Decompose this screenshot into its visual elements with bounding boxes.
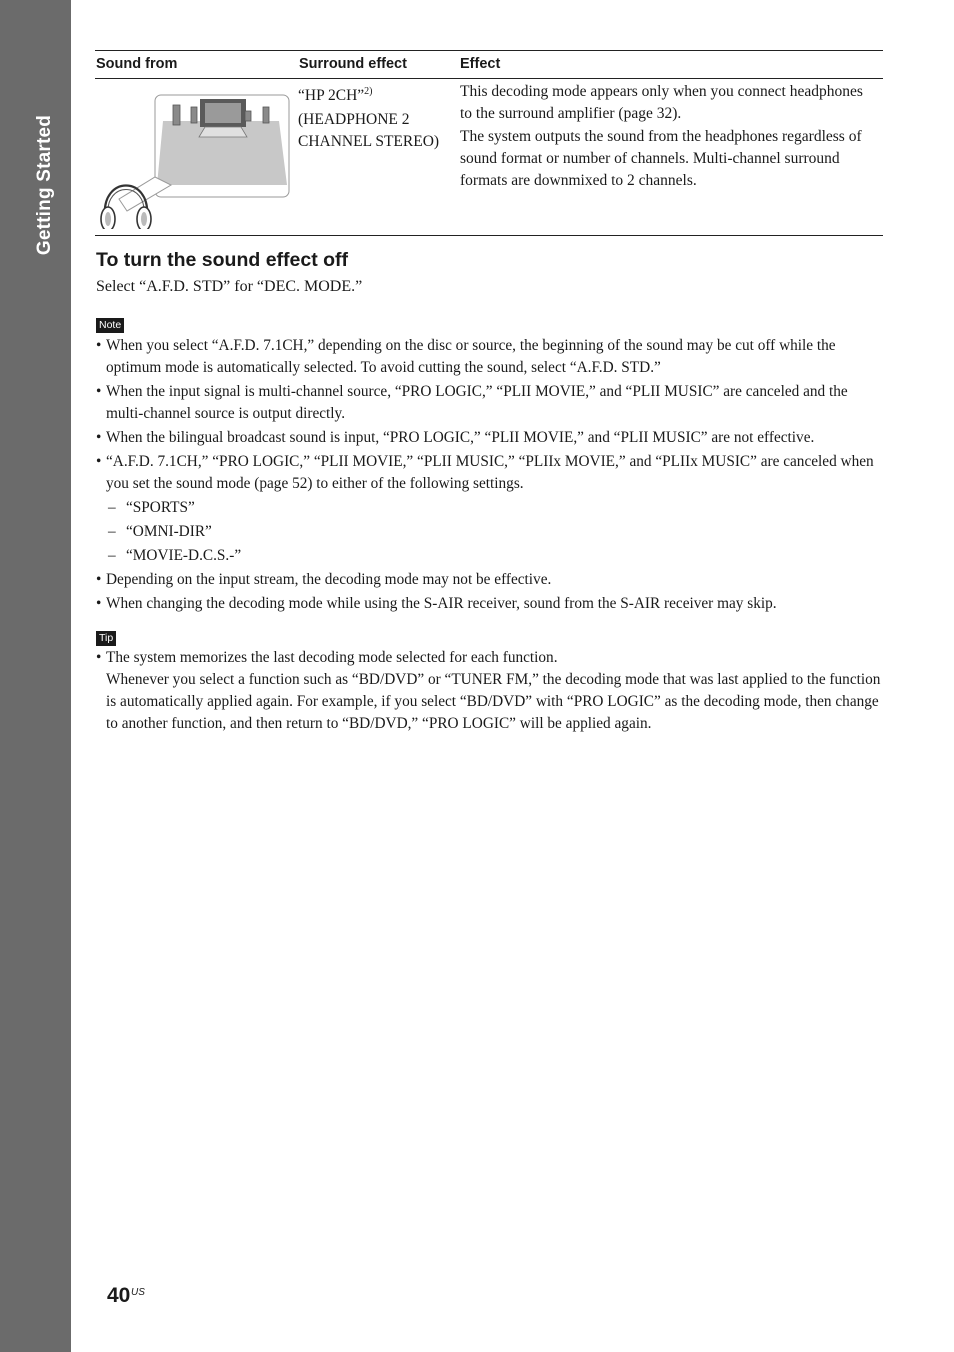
effect-paragraph: This decoding mode appears only when you connect headphones to the surround amplifier (page 32). [460, 83, 863, 122]
tip-bullet-text: • The system memorizes the last decoding mode selected for each function. [106, 649, 558, 666]
note-badge: Note [96, 318, 124, 333]
tip-continuation: Whenever you select a function such as “BD/DVD” or “TUNER FM,” the decoding mode that was last applied to the function is automatically applied again. For example, if you select “BD/DVD” with “PRO LOGIC” as the decoding mode, then change to another function, and then return to “BD/DVD,” “PRO LOGIC” will be applied again. [106, 671, 881, 732]
note-sub-item: – “MOVIE-D.C.S.-” [96, 545, 886, 567]
table-row [95, 79, 883, 235]
note-item: • When changing the decoding mode while using the S-AIR receiver, sound from the S-AIR receiver may skip. [96, 593, 886, 615]
surround-effect-cell [298, 81, 448, 155]
note-item: • Depending on the input stream, the decoding mode may not be effective. [96, 569, 886, 591]
tip-item [96, 647, 886, 735]
note-item: • When the input signal is multi-channel source, “PRO LOGIC,” “PLII MOVIE,” and “PLII MUSIC” are canceled and the multi-channel source is output directly. [96, 381, 886, 425]
table-header [95, 51, 883, 79]
header-effect: Effect [460, 56, 501, 72]
note-item: • “A.F.D. 7.1CH,” “PRO LOGIC,” “PLII MOVIE,” “PLII MUSIC,” “PLIIx MOVIE,” and “PLIIx MUSIC” are canceled when you set the sound mode (page 52) to either of the following settings. [96, 451, 886, 495]
note-list [96, 335, 886, 617]
surround-effect-name: “HP 2CH” [298, 87, 365, 105]
page-number-suffix: US [131, 1287, 145, 1298]
side-tab-label: Getting Started [34, 114, 55, 256]
tip-badge: Tip [96, 631, 116, 646]
page-number: 40 [107, 1284, 131, 1307]
header-surround-effect: Surround effect [299, 56, 407, 72]
header-sound-from: Sound from [96, 56, 178, 72]
surround-effect-name-line [298, 81, 448, 107]
decoding-mode-table [95, 50, 883, 236]
section-instruction: Select “A.F.D. STD” for “DEC. MODE.” [96, 278, 363, 295]
effect-paragraph: The system outputs the sound from the headphones regardless of sound format or number of channels. Multi-channel surround formats are downmixed to 2 channels. [460, 128, 862, 189]
note-sub-item: – “OMNI-DIR” [96, 521, 886, 543]
note-item: • When the bilingual broadcast sound is input, “PRO LOGIC,” “PLII MOVIE,” and “PLII MUSIC” are not effective. [96, 427, 886, 449]
tip-list [96, 647, 886, 737]
effect-cell [460, 81, 870, 193]
surround-effect-full-name: (HEADPHONE 2 CHANNEL STEREO) [298, 111, 440, 151]
note-sub-item: – “SPORTS” [96, 497, 886, 519]
headphone-speaker-illustration-icon [97, 89, 297, 229]
section-heading: To turn the sound effect off [96, 249, 349, 271]
side-tab [0, 0, 71, 1352]
footnote-mark: 2) [364, 86, 373, 97]
note-item: • When you select “A.F.D. 7.1CH,” depending on the disc or source, the beginning of the sound may be cut off while the optimum mode is automatically selected. To avoid cutting the sound, select “A.F.D. STD.” [96, 335, 886, 379]
